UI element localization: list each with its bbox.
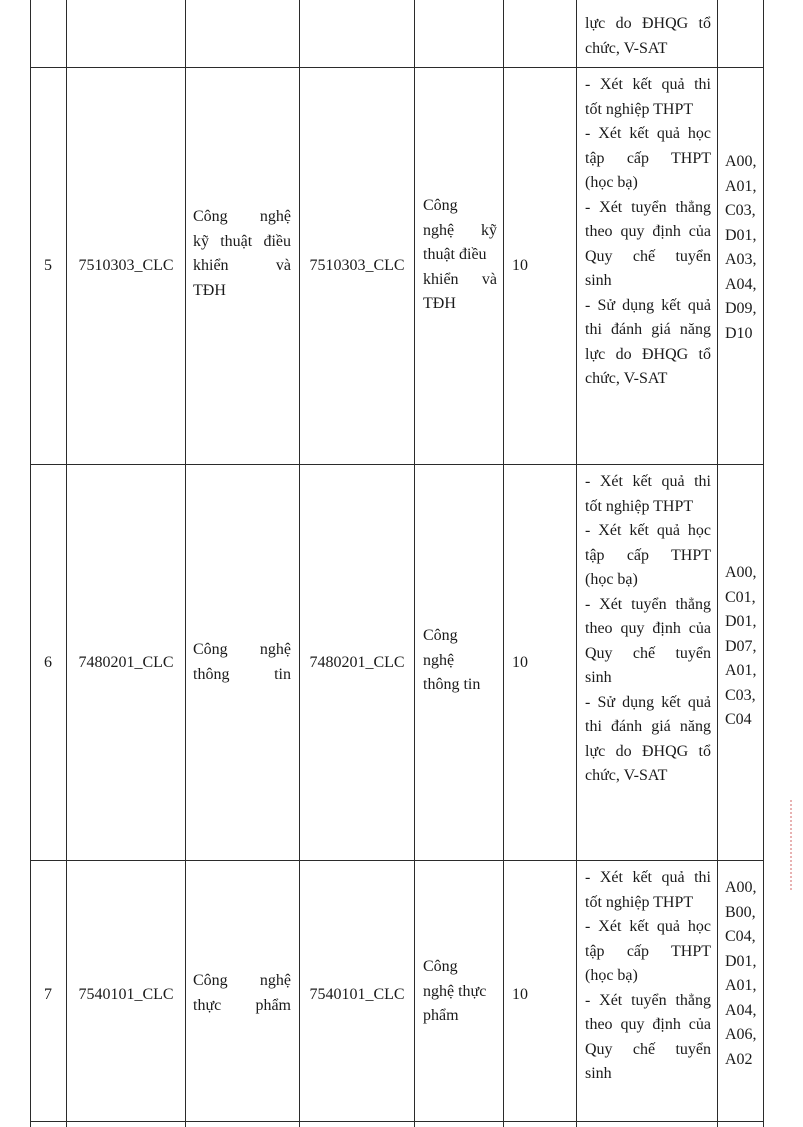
- stamp-mark: [790, 800, 803, 890]
- method-line: lực do ĐHQG tổ: [585, 742, 711, 760]
- method-line: tập cấp THPT: [585, 546, 711, 564]
- quota: 10: [512, 986, 528, 1003]
- program-name-line: Công: [423, 958, 458, 975]
- major-name: [186, 205, 299, 303]
- major-name-line: TĐH: [193, 281, 226, 299]
- method-line: lực do ĐHQG tổ: [585, 15, 711, 32]
- method-line: - Xét kết quả thi: [585, 869, 711, 886]
- method-line: - Sử dụng kết quả: [585, 693, 711, 711]
- method-line: tốt nghiệp THPT: [585, 893, 694, 911]
- program-name-line: phẩm: [423, 1007, 459, 1024]
- combo-code: C04: [725, 711, 752, 728]
- grid-line: [185, 0, 186, 1127]
- combo-code: C03,: [725, 686, 756, 704]
- combo-code: C03,: [725, 202, 756, 219]
- program-name: [415, 624, 503, 698]
- combo-code: D10: [725, 324, 753, 342]
- admission-methods: [577, 866, 717, 1087]
- combo-code: A00,: [725, 879, 757, 896]
- major-name: [186, 969, 299, 1018]
- combo-code: A04,: [725, 275, 757, 293]
- major-name: [186, 638, 299, 687]
- row-separator: [30, 860, 763, 861]
- method-line: - Xét kết quả học: [585, 125, 711, 142]
- combo-code: A01,: [725, 977, 757, 994]
- method-line: (học bạ): [585, 967, 638, 984]
- admission-methods: [577, 470, 717, 789]
- method-line: - Xét tuyển thẳng: [585, 198, 711, 216]
- program-name: [415, 955, 503, 1029]
- admission-methods: [577, 73, 717, 392]
- program-code: 7480201_CLC: [309, 654, 405, 671]
- row-number: 7: [44, 986, 52, 1003]
- combo-code: D01,: [725, 226, 757, 244]
- method-line: - Xét kết quả học: [585, 918, 711, 935]
- major-name-line: thực phẩm: [193, 996, 291, 1014]
- quota: 10: [512, 654, 528, 671]
- subject-combinations: [718, 876, 763, 1072]
- combo-code: C01,: [725, 588, 756, 606]
- method-line: tập cấp THPT: [585, 149, 711, 167]
- program-name-line: Công: [423, 197, 458, 214]
- grid-line: [503, 0, 504, 1127]
- combo-code: D01,: [725, 952, 757, 970]
- combo-code: C04,: [725, 928, 756, 945]
- method-line: (học bạ): [585, 571, 638, 588]
- combo-code: A04,: [725, 1001, 757, 1019]
- method-line: Quy chế tuyển: [585, 1040, 711, 1058]
- program-name-line: nghệ thực: [423, 982, 487, 1000]
- row-number: 5: [44, 257, 52, 274]
- method-line: sinh: [585, 272, 612, 289]
- program-code: 7510303_CLC: [309, 257, 405, 274]
- method-line: tập cấp THPT: [585, 942, 711, 960]
- method-line: Quy chế tuyển: [585, 644, 711, 662]
- combo-code: A01,: [725, 662, 757, 679]
- major-name-line: kỹ thuật điều: [193, 232, 291, 250]
- method-line: - Xét kết quả học: [585, 522, 711, 539]
- combo-code: A02: [725, 1050, 753, 1068]
- method-line: theo quy định của: [585, 620, 711, 637]
- subject-combinations: [718, 150, 763, 346]
- method-line: - Xét kết quả thi: [585, 76, 711, 93]
- combo-code: A01,: [725, 177, 757, 195]
- program-name: [415, 194, 503, 317]
- method-line: tốt nghiệp THPT: [585, 100, 694, 118]
- grid-line: [763, 0, 764, 1127]
- method-line: - Xét tuyển thẳng: [585, 991, 711, 1009]
- major-code: 7510303_CLC: [78, 257, 174, 274]
- combo-code: D09,: [725, 300, 757, 317]
- subject-combinations: [718, 561, 763, 733]
- method-line: thi đánh giá năng: [585, 718, 711, 735]
- program-name-line: nghệ: [423, 651, 455, 669]
- combo-code: D01,: [725, 613, 757, 630]
- method-line: tốt nghiệp THPT: [585, 497, 694, 515]
- method-line: - Sử dụng kết quả: [585, 296, 711, 314]
- method-line: - Xét kết quả thi: [585, 473, 711, 490]
- method-line: sinh: [585, 1065, 612, 1082]
- method-line: (học bạ): [585, 174, 638, 191]
- major-name-line: Công nghệ: [193, 972, 291, 989]
- major-name-line: Công nghệ: [193, 208, 291, 225]
- method-line: thi đánh giá năng: [585, 321, 711, 338]
- method-line: theo quy định của: [585, 223, 711, 240]
- method-line: chức, V-SAT: [585, 39, 668, 57]
- method-line: - Xét tuyển thẳng: [585, 595, 711, 613]
- method-line: sinh: [585, 669, 612, 686]
- major-name-line: Công nghệ: [193, 641, 291, 658]
- combo-code: A03,: [725, 251, 757, 268]
- program-name-line: thuật điều: [423, 246, 487, 263]
- major-code: 7540101_CLC: [78, 986, 174, 1003]
- method-line: lực do ĐHQG tổ: [585, 345, 711, 363]
- program-name-line: TĐH: [423, 295, 456, 312]
- row-separator: [30, 464, 763, 465]
- combo-code: A00,: [725, 153, 757, 170]
- quota: 10: [512, 257, 528, 274]
- grid-line: [66, 0, 67, 1127]
- combo-code: D07,: [725, 637, 757, 655]
- program-code: 7540101_CLC: [309, 986, 405, 1003]
- method-line: chức, V-SAT: [585, 767, 668, 784]
- combo-code: A00,: [725, 564, 757, 581]
- program-name-line: Công: [423, 627, 458, 644]
- top-row-method: [577, 12, 717, 61]
- program-name-line: khiển và: [423, 270, 497, 288]
- major-name-line: khiển và: [193, 257, 291, 274]
- grid-line: [30, 0, 31, 1127]
- program-name-line: nghệ kỹ: [423, 221, 497, 239]
- combo-code: B00,: [725, 903, 756, 921]
- row-number: 6: [44, 654, 52, 671]
- major-name-line: thông tin: [193, 665, 291, 683]
- grid-line: [299, 0, 300, 1127]
- row-separator: [30, 1121, 763, 1122]
- major-code: 7480201_CLC: [78, 654, 174, 671]
- program-name-line: thông tin: [423, 676, 481, 693]
- method-line: chức, V-SAT: [585, 370, 668, 387]
- combo-code: A06,: [725, 1026, 757, 1043]
- method-line: theo quy định của: [585, 1016, 711, 1033]
- row-separator: [30, 67, 763, 68]
- method-line: Quy chế tuyển: [585, 247, 711, 265]
